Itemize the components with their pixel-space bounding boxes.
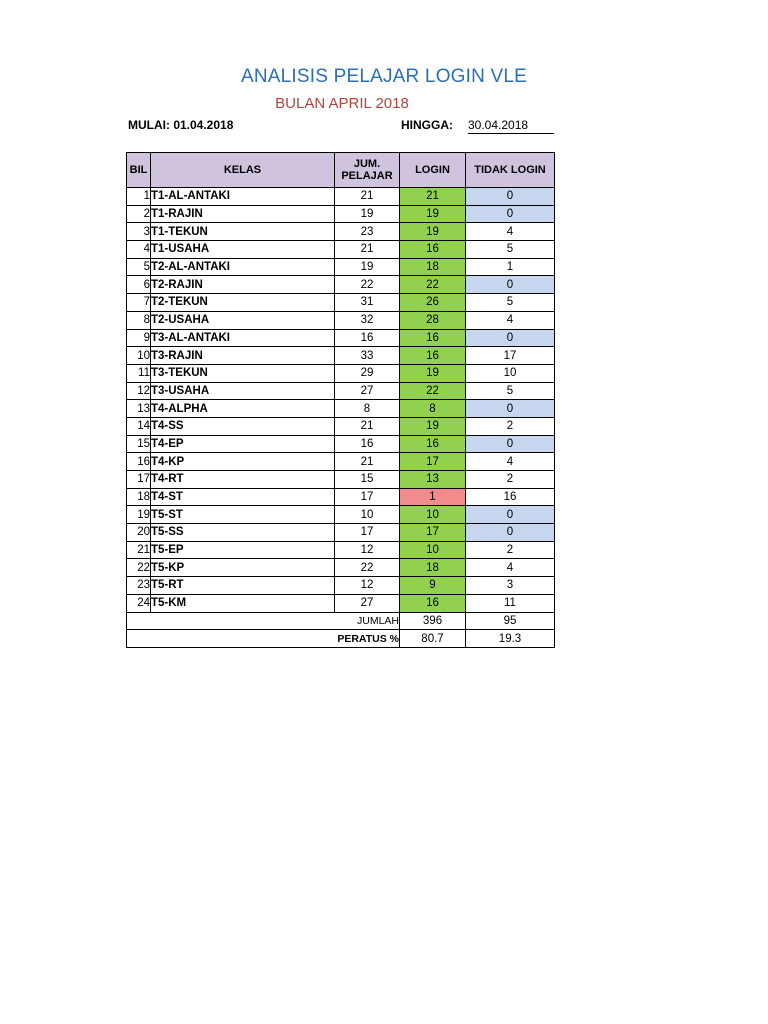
row-bil: 13 bbox=[127, 400, 151, 418]
row-bil: 22 bbox=[127, 559, 151, 577]
row-bil: 3 bbox=[127, 223, 151, 241]
row-kelas: T3-USAHA bbox=[151, 382, 335, 400]
row-tidak-login: 5 bbox=[466, 294, 555, 312]
row-login: 16 bbox=[400, 347, 466, 365]
end-date-value: 30.04.2018 bbox=[468, 118, 554, 134]
table-header-row bbox=[127, 153, 555, 188]
col-header-tidak-login: TIDAK LOGIN bbox=[466, 153, 555, 188]
row-kelas: T4-SS bbox=[151, 417, 335, 435]
row-bil: 15 bbox=[127, 435, 151, 453]
row-bil: 24 bbox=[127, 594, 151, 612]
row-login: 28 bbox=[400, 311, 466, 329]
row-jum-pelajar: 27 bbox=[335, 382, 400, 400]
row-login: 13 bbox=[400, 471, 466, 489]
row-tidak-login: 4 bbox=[466, 311, 555, 329]
row-tidak-login: 3 bbox=[466, 577, 555, 595]
table-row bbox=[127, 541, 555, 559]
row-tidak-login: 0 bbox=[466, 524, 555, 542]
row-tidak-login: 10 bbox=[466, 364, 555, 382]
table-row bbox=[127, 577, 555, 595]
row-login: 18 bbox=[400, 258, 466, 276]
row-login: 10 bbox=[400, 506, 466, 524]
row-jum-pelajar: 17 bbox=[335, 524, 400, 542]
row-login: 17 bbox=[400, 524, 466, 542]
row-jum-pelajar: 29 bbox=[335, 364, 400, 382]
row-login: 19 bbox=[400, 417, 466, 435]
row-kelas: T5-KP bbox=[151, 559, 335, 577]
row-bil: 8 bbox=[127, 311, 151, 329]
table-row bbox=[127, 382, 555, 400]
row-kelas: T4-RT bbox=[151, 471, 335, 489]
start-date: MULAI: 01.04.2018 bbox=[128, 118, 234, 132]
jumlah-tidak-login: 95 bbox=[466, 612, 555, 630]
row-login: 19 bbox=[400, 223, 466, 241]
row-kelas: T2-USAHA bbox=[151, 311, 335, 329]
row-jum-pelajar: 33 bbox=[335, 347, 400, 365]
row-tidak-login: 0 bbox=[466, 329, 555, 347]
row-login: 16 bbox=[400, 594, 466, 612]
row-bil: 19 bbox=[127, 506, 151, 524]
row-login: 8 bbox=[400, 400, 466, 418]
row-login: 26 bbox=[400, 294, 466, 312]
table-row bbox=[127, 205, 555, 223]
row-kelas: T5-KM bbox=[151, 594, 335, 612]
row-tidak-login: 0 bbox=[466, 188, 555, 206]
table-row bbox=[127, 364, 555, 382]
row-kelas: T3-RAJIN bbox=[151, 347, 335, 365]
row-login: 22 bbox=[400, 382, 466, 400]
row-kelas: T4-EP bbox=[151, 435, 335, 453]
row-kelas: T2-AL-ANTAKI bbox=[151, 258, 335, 276]
peratus-label: PERATUS % bbox=[127, 630, 400, 648]
row-bil: 14 bbox=[127, 417, 151, 435]
table-row bbox=[127, 417, 555, 435]
jumlah-label: JUMLAH bbox=[127, 612, 400, 630]
row-kelas: T3-TEKUN bbox=[151, 364, 335, 382]
row-jum-pelajar: 17 bbox=[335, 488, 400, 506]
row-kelas: T5-RT bbox=[151, 577, 335, 595]
row-bil: 16 bbox=[127, 453, 151, 471]
row-jum-pelajar: 21 bbox=[335, 417, 400, 435]
row-tidak-login: 0 bbox=[466, 276, 555, 294]
end-date-label: HINGGA: bbox=[401, 118, 453, 132]
row-login: 19 bbox=[400, 364, 466, 382]
peratus-login: 80.7 bbox=[400, 630, 466, 648]
page-title: ANALISIS PELAJAR LOGIN VLE bbox=[240, 66, 528, 87]
row-kelas: T5-EP bbox=[151, 541, 335, 559]
row-jum-pelajar: 27 bbox=[335, 594, 400, 612]
row-bil: 11 bbox=[127, 364, 151, 382]
row-bil: 5 bbox=[127, 258, 151, 276]
jumlah-login: 396 bbox=[400, 612, 466, 630]
row-jum-pelajar: 16 bbox=[335, 435, 400, 453]
row-tidak-login: 0 bbox=[466, 400, 555, 418]
row-kelas: T2-RAJIN bbox=[151, 276, 335, 294]
row-jum-pelajar: 15 bbox=[335, 471, 400, 489]
table-row bbox=[127, 506, 555, 524]
row-bil: 4 bbox=[127, 241, 151, 259]
table-row bbox=[127, 488, 555, 506]
row-kelas: T5-SS bbox=[151, 524, 335, 542]
row-tidak-login: 4 bbox=[466, 223, 555, 241]
col-header-login: LOGIN bbox=[400, 153, 466, 188]
login-analysis-table bbox=[126, 152, 555, 648]
col-header-bil: BIL bbox=[127, 153, 151, 188]
row-bil: 2 bbox=[127, 205, 151, 223]
jumlah-row bbox=[127, 612, 555, 630]
table-row bbox=[127, 276, 555, 294]
row-jum-pelajar: 32 bbox=[335, 311, 400, 329]
row-tidak-login: 0 bbox=[466, 205, 555, 223]
row-tidak-login: 1 bbox=[466, 258, 555, 276]
peratus-row bbox=[127, 630, 555, 648]
row-kelas: T1-RAJIN bbox=[151, 205, 335, 223]
row-bil: 23 bbox=[127, 577, 151, 595]
row-jum-pelajar: 21 bbox=[335, 453, 400, 471]
row-jum-pelajar: 19 bbox=[335, 205, 400, 223]
table-row bbox=[127, 471, 555, 489]
row-jum-pelajar: 22 bbox=[335, 276, 400, 294]
row-tidak-login: 4 bbox=[466, 453, 555, 471]
row-bil: 9 bbox=[127, 329, 151, 347]
row-login: 18 bbox=[400, 559, 466, 577]
row-kelas: T4-KP bbox=[151, 453, 335, 471]
row-jum-pelajar: 16 bbox=[335, 329, 400, 347]
table-row bbox=[127, 241, 555, 259]
row-login: 1 bbox=[400, 488, 466, 506]
row-bil: 1 bbox=[127, 188, 151, 206]
row-login: 22 bbox=[400, 276, 466, 294]
row-jum-pelajar: 19 bbox=[335, 258, 400, 276]
row-tidak-login: 2 bbox=[466, 417, 555, 435]
row-kelas: T1-USAHA bbox=[151, 241, 335, 259]
row-kelas: T3-AL-ANTAKI bbox=[151, 329, 335, 347]
row-tidak-login: 0 bbox=[466, 506, 555, 524]
table-row bbox=[127, 188, 555, 206]
table-row bbox=[127, 258, 555, 276]
row-kelas: T5-ST bbox=[151, 506, 335, 524]
row-login: 21 bbox=[400, 188, 466, 206]
row-bil: 6 bbox=[127, 276, 151, 294]
row-bil: 12 bbox=[127, 382, 151, 400]
col-header-kelas: KELAS bbox=[151, 153, 335, 188]
row-login: 17 bbox=[400, 453, 466, 471]
table-row bbox=[127, 294, 555, 312]
row-jum-pelajar: 10 bbox=[335, 506, 400, 524]
row-login: 19 bbox=[400, 205, 466, 223]
row-bil: 21 bbox=[127, 541, 151, 559]
row-login: 10 bbox=[400, 541, 466, 559]
row-tidak-login: 17 bbox=[466, 347, 555, 365]
row-login: 16 bbox=[400, 241, 466, 259]
row-kelas: T1-AL-ANTAKI bbox=[151, 188, 335, 206]
row-bil: 10 bbox=[127, 347, 151, 365]
peratus-tidak-login: 19.3 bbox=[466, 630, 555, 648]
row-jum-pelajar: 31 bbox=[335, 294, 400, 312]
row-bil: 7 bbox=[127, 294, 151, 312]
row-bil: 17 bbox=[127, 471, 151, 489]
row-jum-pelajar: 22 bbox=[335, 559, 400, 577]
table-row bbox=[127, 347, 555, 365]
row-tidak-login: 16 bbox=[466, 488, 555, 506]
row-bil: 18 bbox=[127, 488, 151, 506]
row-kelas: T4-ALPHA bbox=[151, 400, 335, 418]
row-kelas: T2-TEKUN bbox=[151, 294, 335, 312]
row-tidak-login: 2 bbox=[466, 541, 555, 559]
row-jum-pelajar: 21 bbox=[335, 241, 400, 259]
row-tidak-login: 5 bbox=[466, 241, 555, 259]
row-login: 16 bbox=[400, 329, 466, 347]
table-row bbox=[127, 329, 555, 347]
row-tidak-login: 5 bbox=[466, 382, 555, 400]
row-jum-pelajar: 21 bbox=[335, 188, 400, 206]
row-login: 16 bbox=[400, 435, 466, 453]
page-subtitle: BULAN APRIL 2018 bbox=[275, 95, 409, 112]
table-row bbox=[127, 559, 555, 577]
row-bil: 20 bbox=[127, 524, 151, 542]
table-row bbox=[127, 524, 555, 542]
row-tidak-login: 2 bbox=[466, 471, 555, 489]
table-row bbox=[127, 400, 555, 418]
table-row bbox=[127, 435, 555, 453]
row-kelas: T1-TEKUN bbox=[151, 223, 335, 241]
table-row bbox=[127, 223, 555, 241]
row-kelas: T4-ST bbox=[151, 488, 335, 506]
row-jum-pelajar: 23 bbox=[335, 223, 400, 241]
row-tidak-login: 4 bbox=[466, 559, 555, 577]
row-jum-pelajar: 12 bbox=[335, 541, 400, 559]
row-jum-pelajar: 8 bbox=[335, 400, 400, 418]
row-tidak-login: 11 bbox=[466, 594, 555, 612]
row-jum-pelajar: 12 bbox=[335, 577, 400, 595]
table-row bbox=[127, 453, 555, 471]
row-login: 9 bbox=[400, 577, 466, 595]
row-tidak-login: 0 bbox=[466, 435, 555, 453]
table-row bbox=[127, 594, 555, 612]
table-row bbox=[127, 311, 555, 329]
col-header-jum-pelajar: JUM. PELAJAR bbox=[335, 153, 400, 188]
